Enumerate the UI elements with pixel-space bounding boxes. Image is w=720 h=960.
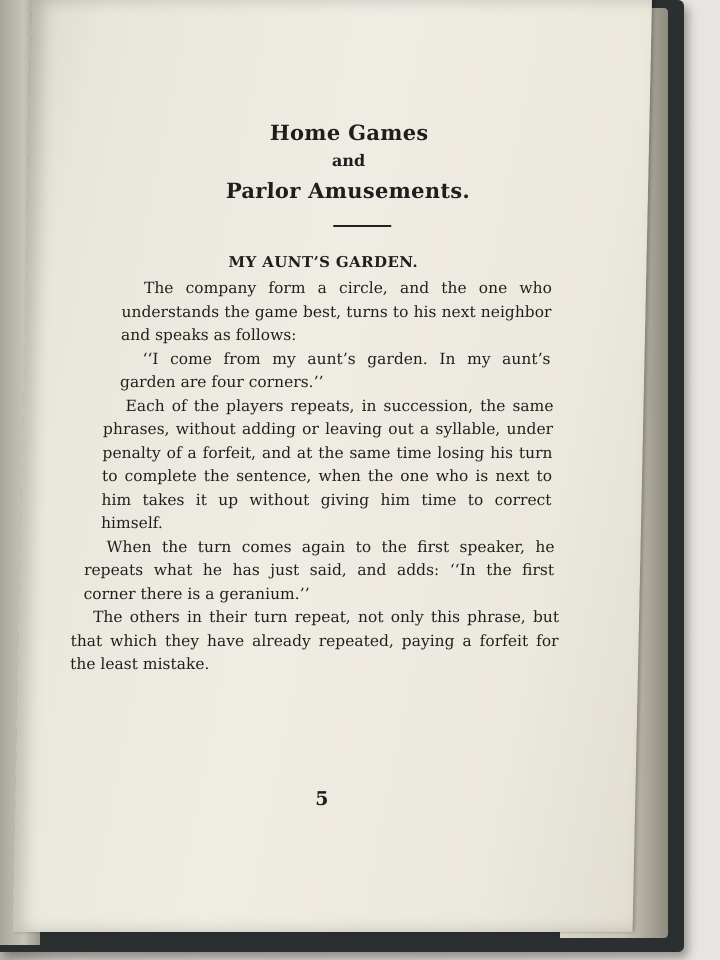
paragraph-3 [101,395,554,536]
paragraph-5-text: The others in their turn repeat, not only this phrase, but that which they have already repeated, paying a forfeit for the least mistake. [69,608,560,673]
paragraph-4 [83,536,554,607]
text-block [101,395,554,536]
book-title-line-2: and [331,151,366,170]
text-block [70,606,559,677]
book-title-line-3: Parlor Amusements. [225,178,471,203]
text-block [120,277,552,395]
paragraph-4-text: When the turn comes again to the first speaker, he repeats what he has just said, and adds: ‘‘In the first corner there is a geranium.’’ [83,537,555,603]
paragraph-2 [120,348,551,395]
paragraph-5 [70,606,559,677]
text-block [83,536,554,607]
paragraph-3-text: Each of the players repeats, in succession, the same phrases, without adding or leaving out a syllable, under penalty of a forfeit, and at the same time losing his turn to complete the sentence, when the one who is next to him takes it up without giving him time to correct himself. [100,396,554,532]
page-content [69,120,560,677]
paragraph-1-text: The company form a circle, and the one who understands the game best, turns to his next neighbor and speaks as follows: [120,279,553,344]
book-page [12,0,652,932]
paragraph-2-text: ‘‘I come from my aunt’s garden. In my aunt’s garden are four corners.’’ [119,349,551,391]
title-divider [333,225,391,227]
page-number: 5 [315,788,329,810]
section-heading: MY AUNT’S GARDEN. [228,253,419,271]
paragraph-1 [121,277,552,348]
book-title-line-1: Home Games [269,120,429,145]
